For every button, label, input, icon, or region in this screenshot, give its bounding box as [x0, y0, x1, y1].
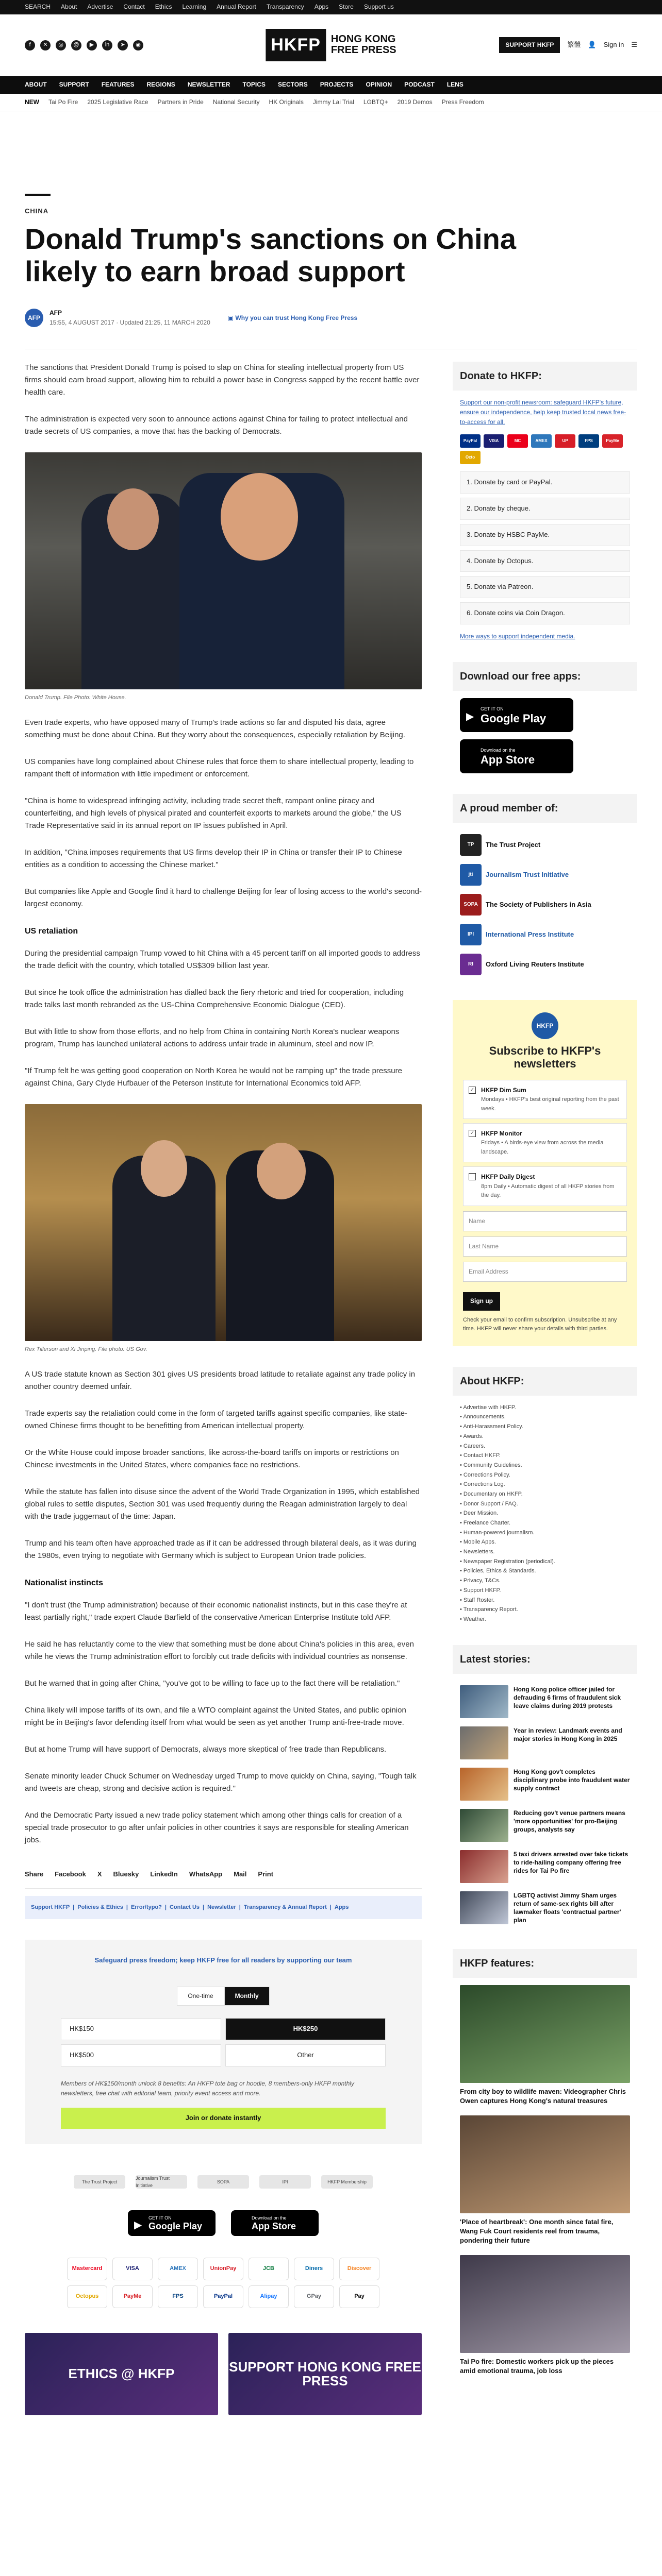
apps-section [453, 662, 637, 773]
amount-option[interactable]: HK$500 [61, 2044, 221, 2066]
amount-option-selected[interactable]: HK$250 [225, 2018, 386, 2040]
share-mail[interactable]: Mail [234, 1870, 247, 1878]
member-trust-project[interactable] [453, 830, 637, 860]
pay-logo: AMEX [158, 2258, 198, 2280]
donate-box [25, 1940, 422, 2144]
pay-logo: UnionPay [203, 2258, 243, 2280]
member-name: Oxford Living Reuters Institute [486, 960, 584, 968]
story-title: Hong Kong police officer jailed for defrauding 6 firms of fraudulent sick leave claims during 2019 protests [514, 1685, 621, 1709]
member-name: Journalism Trust Initiative [486, 870, 569, 878]
feature-image [460, 1985, 630, 2083]
masthead [0, 14, 662, 76]
card-logo: VISA [484, 434, 504, 448]
support-button[interactable]: SUPPORT HKFP [499, 37, 560, 53]
separator: | [126, 1904, 128, 1910]
share-bar [25, 1861, 422, 1889]
user-icon[interactable]: 👤 [588, 41, 597, 49]
name-field[interactable]: Name [463, 1211, 627, 1231]
card-logo: PayMe [602, 434, 623, 448]
donate-intro-link[interactable]: Support our non-profit newsroom: safeguard HKFP's future, ensure our independence, help keep trusted local news free-to-access for all. [460, 398, 626, 426]
trending-item[interactable]: Partners in Pride [157, 98, 204, 106]
latest-story[interactable] [453, 1722, 637, 1764]
join-button[interactable]: Join or donate instantly [61, 2108, 386, 2129]
feature-title: Tai Po fire: Domestic workers pick up the pieces amid emotional trauma, job loss [460, 2358, 614, 2375]
newsletter-option[interactable] [463, 1080, 627, 1119]
donate-box-title: Safeguard press freedom; keep HKFP free for all readers by supporting our team [94, 1956, 352, 1964]
store-big-text: App Store [481, 753, 535, 767]
story-thumbnail [460, 1685, 508, 1718]
link-apps[interactable]: Apps [334, 1904, 349, 1910]
store-small-text: Download on the [481, 747, 516, 753]
about-list [453, 1403, 637, 1624]
story-thumbnail [460, 1850, 508, 1883]
store-small-text: Download on the [252, 2215, 287, 2221]
sopa-icon: SOPA [460, 894, 482, 916]
reuters-icon: RI [460, 954, 482, 975]
about-link[interactable]: • Anti-Harassment Policy. [460, 1422, 630, 1432]
nav-features[interactable]: FEATURES [101, 81, 135, 89]
story-thumbnail [460, 1809, 508, 1842]
trending-item[interactable]: Press Freedom [441, 98, 484, 106]
card-logo: PayPal [460, 434, 481, 448]
newsletter-option-desc: 8pm Daily • Automatic digest of all HKFP stories from the day. [481, 1183, 615, 1199]
donate-step[interactable]: 3. Donate by HSBC PayMe. [460, 524, 630, 546]
paragraph: Senate minority leader Chuck Schumer on Wednesday urged Trump to move quickly on China, saying, "Tough talk and tweets are cheap, strong and decisive action is required." [25, 1771, 417, 1793]
trending-bar [0, 94, 662, 111]
about-link[interactable]: • Support HKFP. [460, 1586, 630, 1596]
about-link[interactable]: • Advertise with HKFP. [460, 1403, 630, 1413]
paragraph: A US trade statute known as Section 301 gives US presidents broad latitude to retaliate against any trade policy in another country deemed unfair. [25, 1370, 416, 1392]
category-kicker[interactable]: CHINA [25, 207, 49, 215]
about-link[interactable]: • Staff Roster. [460, 1596, 630, 1605]
about-link[interactable]: • Contact HKFP. [460, 1451, 630, 1461]
pay-logo: Octopus [67, 2285, 107, 2308]
sidebar [453, 362, 637, 2436]
photo-face [221, 473, 298, 561]
byline [25, 308, 637, 328]
story-title: LGBTQ activist Jimmy Sham urges return of same-sex rights bill after lawmaker floats 'contractual partner' plan [514, 1891, 621, 1924]
about-link[interactable]: • Documentary on HKFP. [460, 1489, 630, 1499]
app-store-badge[interactable] [231, 2210, 319, 2236]
pay-logo: Discover [339, 2258, 379, 2280]
newsletter-option-name: HKFP Daily Digest [481, 1173, 535, 1181]
linkedin-icon[interactable]: in [102, 40, 112, 50]
topbar-store[interactable]: Store [339, 3, 354, 11]
pay-logo: Pay [339, 2285, 379, 2308]
about-link[interactable]: • Careers. [460, 1442, 630, 1451]
paragraph: But since he took office the administration has dialled back the fiery rhetoric and tried for cooperation, including trade talks last month rebranded as the US-China Comprehensive Economic Dialogue (CED). [25, 988, 404, 1009]
article-title: Donald Trump's sanctions on China likely to earn broad support [25, 222, 516, 287]
badge-logo[interactable]: The Trust Project [74, 2175, 125, 2189]
topbar-support[interactable]: Support us [363, 3, 394, 11]
paragraph: The administration is expected very soon to announce actions against China for failing to protect intellectual and trade secrets of US companies, a move that has the backing of Democrats. [25, 414, 408, 436]
feature-image [460, 2115, 630, 2213]
badge-logo[interactable]: HKFP Membership [321, 2175, 373, 2189]
newsletter-option[interactable] [463, 1123, 627, 1162]
paragraph: Or the White House could impose broader sanctions, like across-the-board tariffs on imports or restrictions on Chinese investments in the United States, where companies face no restrictions. [25, 1448, 399, 1470]
separator: | [203, 1904, 205, 1910]
badge-logo[interactable]: SOPA [197, 2175, 249, 2189]
about-link[interactable]: • Newsletters. [460, 1547, 630, 1557]
member-name: International Press Institute [486, 930, 574, 938]
article-columns [25, 349, 637, 2436]
utility-bar [0, 0, 662, 14]
store-small-text: GET IT ON [481, 706, 504, 711]
story-title: Year in review: Landmark events and major stories in Hong Kong in 2025 [514, 1726, 622, 1742]
amount-option-other[interactable]: Other [225, 2044, 386, 2066]
trust-project-icon: TP [460, 834, 482, 856]
membership-badges [25, 2144, 422, 2201]
about-link[interactable]: • Privacy, T&Cs. [460, 1576, 630, 1586]
article-header [25, 111, 637, 328]
google-play-icon: ▶ [134, 2219, 142, 2231]
member-reuters[interactable] [453, 950, 637, 979]
paragraph: Even trade experts, who have opposed many of Trump's trade actions so far and disputed his data, agree something must be done about China. But they worry about the consequences, especially retaliation by Beijing. [25, 718, 405, 740]
donate-step[interactable]: 6. Donate coins via Coin Dragon. [460, 602, 630, 624]
latest-section [453, 1645, 637, 1929]
promo-banners [25, 2320, 422, 2436]
feature-card[interactable] [453, 2115, 637, 2255]
newsletter-fine-print: Check your email to confirm subscription. Unsubscribe at any time. HKFP will never share your details with third parties. [463, 1316, 617, 1332]
pay-logo: JCB [249, 2258, 289, 2280]
latest-story[interactable] [453, 1681, 637, 1722]
email-field[interactable]: Email Address [463, 1262, 627, 1282]
membership-benefits: Members of HK$150/month unlock 8 benefits: An HKFP tote bag or hoodie, 8 members-only HKFP monthly newsletters, free chat with editorial team, priority event access and more. [61, 2079, 354, 2097]
donate-step[interactable]: 1. Donate by card or PayPal. [460, 471, 630, 494]
share-print[interactable]: Print [258, 1870, 274, 1878]
card-logo: UP [555, 434, 575, 448]
newsletter-badge: HKFP [532, 1012, 558, 1039]
author-name[interactable]: AFP [49, 309, 62, 317]
amount-option[interactable]: HK$150 [61, 2018, 221, 2040]
feature-title: From city boy to wildlife maven: Videographer Chris Owen captures Hong Kong's natural treasures [460, 2088, 626, 2105]
member-name: The Society of Publishers in Asia [486, 900, 591, 908]
sidebar-app-store[interactable] [460, 739, 573, 773]
subheading: Nationalist instincts [25, 1579, 104, 1588]
badge-logo[interactable]: IPI [259, 2175, 311, 2189]
link-newsletter[interactable]: Newsletter [207, 1904, 236, 1910]
store-big-text: Google Play [148, 2221, 203, 2232]
amount-options [61, 2018, 386, 2066]
nav-podcast[interactable]: PODCAST [404, 81, 435, 89]
paragraph: China likely will impose tariffs of its own, and file a WTO complaint against the United States, and public opinion might be in Beijing's favor defending itself from what would be seen as yet another Trump anti-free-trade move. [25, 1705, 406, 1727]
header-rule [25, 194, 51, 196]
about-link[interactable]: • Announcements. [460, 1412, 630, 1422]
share-label: Share [25, 1870, 44, 1878]
article-body [25, 362, 422, 2436]
card-logo: Octo [460, 451, 481, 464]
card-logo: FPS [578, 434, 599, 448]
store-small-text: GET IT ON [148, 2215, 172, 2221]
nav-sectors[interactable]: SECTORS [277, 81, 308, 89]
topbar-learning[interactable]: Learning [182, 3, 207, 11]
share-linkedin[interactable]: LinkedIn [150, 1870, 178, 1878]
member-ipi[interactable] [453, 920, 637, 950]
topbar-apps[interactable]: Apps [314, 3, 329, 11]
pay-logo: FPS [158, 2285, 198, 2308]
payment-methods [25, 2245, 422, 2320]
author-avatar[interactable]: AFP [25, 309, 43, 327]
newsletter-option-desc: Fridays • A birds-eye view from across the media landscape. [481, 1140, 604, 1155]
checkbox-checked[interactable]: ✓ [469, 1087, 476, 1094]
store-big-text: App Store [252, 2221, 296, 2232]
story-thumbnail [460, 1891, 508, 1924]
separator: | [239, 1904, 241, 1910]
pay-logo: VISA [112, 2258, 153, 2280]
nav-opinion[interactable]: OPINION [366, 81, 392, 89]
story-thumbnail [460, 1768, 508, 1801]
paragraph: "If Trump felt he was getting good cooperation on North Korea he would not be ramping up" the trade pressure against China, Gary Clyde Hufbauer of the Peterson Institute for International Economics told AFP. [25, 1066, 402, 1088]
paragraph: But at home Trump will have support of Democrats, always more skeptical of free trade than Republicans. [25, 1744, 387, 1754]
link-support[interactable]: Support HKFP [31, 1904, 70, 1910]
latest-story[interactable] [453, 1764, 637, 1805]
paragraph: But companies like Apple and Google find it hard to challenge Beijing for fear of losing access to the world's second-largest economy. [25, 887, 422, 909]
about-link[interactable]: • Community Guidelines. [460, 1461, 630, 1470]
article-date: 15:55, 4 AUGUST 2017 · Updated 21:25, 11 MARCH 2020 [49, 319, 210, 327]
about-link[interactable]: • Corrections Log. [460, 1480, 630, 1489]
telegram-icon[interactable]: ➤ [118, 40, 128, 50]
logo-line-2: FREE PRESS [330, 44, 396, 56]
link-error[interactable]: Error/typo? [130, 1904, 162, 1910]
latest-story[interactable] [453, 1805, 637, 1846]
one-time-tab[interactable]: One-time [177, 1987, 224, 2006]
topbar-advertise[interactable]: Advertise [87, 3, 113, 11]
donate-step[interactable]: 2. Donate by cheque. [460, 498, 630, 520]
trust-link-label: Why you can trust Hong Kong Free Press [235, 314, 358, 321]
link-policies[interactable]: Policies & Ethics [77, 1904, 123, 1910]
pay-logo: Alipay [249, 2285, 289, 2308]
donate-heading: Donate to HKFP: [453, 362, 637, 391]
monthly-tab[interactable]: Monthly [224, 1987, 270, 2006]
about-link[interactable]: • Awards. [460, 1432, 630, 1442]
logo-box: HKFP [266, 29, 326, 61]
article-photo-trump [25, 452, 422, 689]
logo-text [331, 34, 396, 56]
story-thumbnail [460, 1726, 508, 1759]
about-link[interactable]: • Transparency Report. [460, 1605, 630, 1615]
story-title: 5 taxi drivers arrested over fake tickets to ride-hailing company offering free rides for Tai Po fire [514, 1850, 628, 1874]
about-link[interactable]: • Donor Support / FAQ. [460, 1499, 630, 1509]
trending-item[interactable]: National Security [212, 98, 260, 106]
rss-icon[interactable]: ◉ [133, 40, 143, 50]
paragraph: "China is home to widespread infringing activity, including trade secret theft, rampant online piracy and counterfeiting, and high levels of physical pirated and counterfeit exports to markets around the globe," the US Trade Representative said in its annual report on IP issues published in April. [25, 796, 402, 831]
signup-button[interactable]: Sign up [463, 1292, 500, 1310]
trending-item[interactable]: 2019 Demos [397, 98, 433, 106]
donate-section [453, 362, 637, 642]
more-ways-link[interactable]: More ways to support independent media. [460, 632, 575, 640]
support-promo[interactable]: SUPPORT HONG KONG FREE PRESS [228, 2333, 422, 2415]
share-facebook[interactable]: Facebook [55, 1870, 86, 1878]
sidebar-google-play[interactable] [460, 698, 573, 732]
paragraph: During the presidential campaign Trump vowed to hit China with a 45 percent tariff on all imported goods to address the trade deficit with the country, which totalled US$309 billion last year. [25, 948, 420, 970]
article-photo-tillerson-xi [25, 1104, 422, 1341]
pay-logo: Mastercard [67, 2258, 107, 2280]
latest-story[interactable] [453, 1846, 637, 1887]
youtube-icon[interactable]: ▶ [87, 40, 97, 50]
nav-topics[interactable]: TOPICS [242, 81, 266, 89]
story-title: Reducing gov't venue partners means 'more opportunities' for pro-Beijing groups, analysts say [514, 1809, 625, 1833]
features-heading: HKFP features: [453, 1949, 637, 1978]
nav-regions[interactable]: REGIONS [146, 81, 175, 89]
about-link[interactable]: • Deer Mission. [460, 1509, 630, 1518]
photo-caption: Rex Tillerson and Xi Jinping. File photo: US Gov. [25, 1346, 147, 1352]
topbar-contact[interactable]: Contact [123, 3, 145, 11]
newsletter-option-name: HKFP Dim Sum [481, 1086, 526, 1094]
about-link[interactable]: • Human-powered journalism. [460, 1528, 630, 1538]
member-sopa[interactable] [453, 890, 637, 920]
feature-image [460, 2255, 630, 2353]
separator: | [164, 1904, 167, 1910]
newsletter-option[interactable] [463, 1166, 627, 1206]
nav-newsletter[interactable]: NEWSLETTER [187, 81, 230, 89]
pay-logo: Diners [294, 2258, 334, 2280]
trending-item[interactable]: Tai Po Fire [48, 98, 78, 106]
logo-line-1: HONG KONG [330, 33, 396, 45]
x-icon[interactable]: ✕ [40, 40, 51, 50]
store-big-text: Google Play [481, 712, 547, 725]
nav-support[interactable]: SUPPORT [59, 81, 89, 89]
page-container [25, 111, 637, 2436]
pay-logo: GPay [294, 2285, 334, 2308]
menu-icon[interactable]: ☰ [631, 41, 637, 49]
separator: | [73, 1904, 75, 1910]
instagram-icon[interactable]: ◎ [56, 40, 66, 50]
paragraph: The sanctions that President Donald Trump is poised to slap on China for stealing intellectual property from US firms should earn broad support, allowing him to rebuild a power base in Congress sapped by the recent battle over health care. [25, 363, 420, 397]
paragraph: He said he has reluctantly come to the view that something must be done about China's policies in this area, even while he views the Trump administration effort to forcibly cut trade deficits with individual countries as nonsense. [25, 1639, 414, 1661]
facebook-icon[interactable]: f [25, 40, 35, 50]
google-play-icon: ▶ [466, 711, 474, 723]
about-link[interactable]: • Freelance Charter. [460, 1518, 630, 1528]
feature-card[interactable] [453, 1985, 637, 2115]
share-bluesky[interactable]: Bluesky [113, 1870, 139, 1878]
checkbox-checked[interactable]: ✓ [469, 1130, 476, 1137]
paragraph: US companies have long complained about Chinese rules that force them to share intellectual property, leading to rampant theft of information with little impediment or enforcement. [25, 757, 414, 779]
topbar-about[interactable]: About [61, 3, 77, 11]
donate-step[interactable]: 4. Donate by Octopus. [460, 550, 630, 572]
main-nav [0, 76, 662, 94]
nav-projects[interactable]: PROJECTS [320, 81, 354, 89]
donate-steps [453, 471, 637, 624]
topbar-ethics[interactable]: Ethics [155, 3, 172, 11]
about-link[interactable]: • Corrections Policy. [460, 1470, 630, 1480]
footer-link-row [25, 1896, 422, 1920]
story-title: Hong Kong gov't completes disciplinary probe into fraudulent water supply contract [514, 1768, 630, 1792]
trending-item[interactable]: LGBTQ+ [363, 98, 388, 106]
topbar-annual-report[interactable]: Annual Report [217, 3, 256, 11]
ethics-promo[interactable]: ETHICS @ HKFP [25, 2333, 218, 2415]
trending-item[interactable]: Jimmy Lai Trial [312, 98, 354, 106]
photo-caption: Donald Trump. File Photo: White House. [25, 694, 126, 701]
latest-heading: Latest stories: [453, 1645, 637, 1674]
paragraph: And the Democratic Party issued a new trade policy statement which among other things calls for creation of a special trade prosecutor to go after unfair policies in other countries it says are responsible for stealing American jobs. [25, 1810, 409, 1844]
google-play-badge[interactable] [128, 2210, 216, 2236]
latest-story[interactable] [453, 1887, 637, 1929]
member-jti[interactable] [453, 860, 637, 890]
newsletter-option-desc: Mondays • HKFP's best original reporting from the past week. [481, 1096, 619, 1112]
card-logo: AMEX [531, 434, 552, 448]
jti-icon: jti [460, 864, 482, 886]
masthead-actions [499, 37, 637, 53]
language-toggle[interactable]: 繁體 [567, 41, 581, 49]
paragraph: But he warned that in going after China, "you've got to be willing to face up to the fact there will be retaliation." [25, 1679, 400, 1688]
card-logos [453, 427, 637, 471]
members-section [453, 794, 637, 979]
subheading: US retaliation [25, 927, 78, 936]
nav-lens[interactable]: LENS [446, 81, 464, 89]
trending-item[interactable]: HK Originals [269, 98, 304, 106]
about-link[interactable]: • Weather. [460, 1615, 630, 1624]
newsletter-option-name: HKFP Monitor [481, 1130, 522, 1138]
site-logo[interactable] [266, 29, 396, 61]
apps-heading: Download our free apps: [453, 662, 637, 691]
card-logo: MC [507, 434, 528, 448]
byline-text [49, 308, 210, 328]
pay-logo: PayMe [112, 2285, 153, 2308]
separator: | [329, 1904, 332, 1910]
topbar-search[interactable]: SEARCH [25, 3, 51, 11]
about-link[interactable]: • Newspaper Registration (periodical). [460, 1557, 630, 1567]
photo-face [257, 1143, 306, 1199]
paragraph: Trade experts say the retaliation could come in the form of targeted tariffs against specific companies, like state-owned Chinese firms thought to be benefitting from American intellectual property. [25, 1409, 408, 1431]
features-section [453, 1949, 637, 2385]
paragraph: But with little to show from those efforts, and no help from China in containing North Korea's nuclear weapons program, Trump has launched unilateral actions to address unfair trade in aluminum, steel and now IP. [25, 1027, 400, 1048]
share-whatsapp[interactable]: WhatsApp [189, 1870, 223, 1878]
frequency-toggle [61, 1987, 386, 2006]
paragraph: "I don't trust (the Trump administration) because of their economic nationalist instincts, but in this case they're at least partially right," trade expert Claude Barfield of the conservative American Enterprise Institute told AFP. [25, 1600, 407, 1622]
badge-logo[interactable]: Journalism Trust Initiative [136, 2175, 187, 2189]
members-heading: A proud member of: [453, 794, 637, 823]
share-x[interactable]: X [97, 1870, 102, 1878]
link-contact[interactable]: Contact Us [169, 1904, 200, 1910]
paragraph: Trump and his team often have approached trade as if it can be addressed through bilateral deals, as it was during the 1980s, even trying to negotiate with Germany which is subject to European Union trade policies. [25, 1539, 417, 1561]
about-heading: About HKFP: [453, 1367, 637, 1396]
link-transparency[interactable]: Transparency & Annual Report [243, 1904, 327, 1910]
paragraph: While the statute has fallen into disuse since the advent of the World Trade Organization in 1995, which established global rules to settle disputes, Section 301 was used frequently during the Reagan administration largely to deal with the trade juggernaut of the time: Japan. [25, 1487, 420, 1521]
trending-item[interactable]: 2025 Legislative Race [87, 98, 148, 106]
signin-link[interactable]: Sign in [603, 41, 624, 49]
ipi-icon: IPI [460, 924, 482, 945]
trending-new-label: NEW [25, 98, 39, 106]
app-store-badges [25, 2201, 422, 2245]
newsletter-signup [453, 1000, 637, 1346]
newsletter-title: Subscribe to HKFP's newsletters [489, 1044, 601, 1071]
pay-logo: PayPal [203, 2285, 243, 2308]
nav-about[interactable]: ABOUT [25, 81, 47, 89]
social-links [25, 40, 143, 50]
about-link[interactable]: • Mobile Apps. [460, 1537, 630, 1547]
photo-face [141, 1140, 187, 1197]
about-section [453, 1367, 637, 1624]
photo-face [107, 488, 159, 550]
topbar-transparency[interactable]: Transparency [266, 3, 304, 11]
trust-link[interactable]: ▣ Why you can trust Hong Kong Free Press [227, 314, 358, 321]
member-name: The Trust Project [486, 840, 541, 849]
checkbox[interactable] [469, 1173, 476, 1180]
feature-card[interactable] [453, 2255, 637, 2385]
threads-icon[interactable]: @ [71, 40, 81, 50]
last-name-field[interactable]: Last Name [463, 1236, 627, 1257]
feature-title: 'Place of heartbreak': One month since fatal fire, Wang Fuk Court residents reel from trauma, pondering their future [460, 2218, 614, 2244]
donate-step[interactable]: 5. Donate via Patreon. [460, 576, 630, 598]
about-link[interactable]: • Policies, Ethics & Standards. [460, 1566, 630, 1576]
paragraph: In addition, "China imposes requirements that US firms develop their IP in China or transfer their IP to Chinese entities as a condition to accessing the Chinese market." [25, 848, 402, 870]
